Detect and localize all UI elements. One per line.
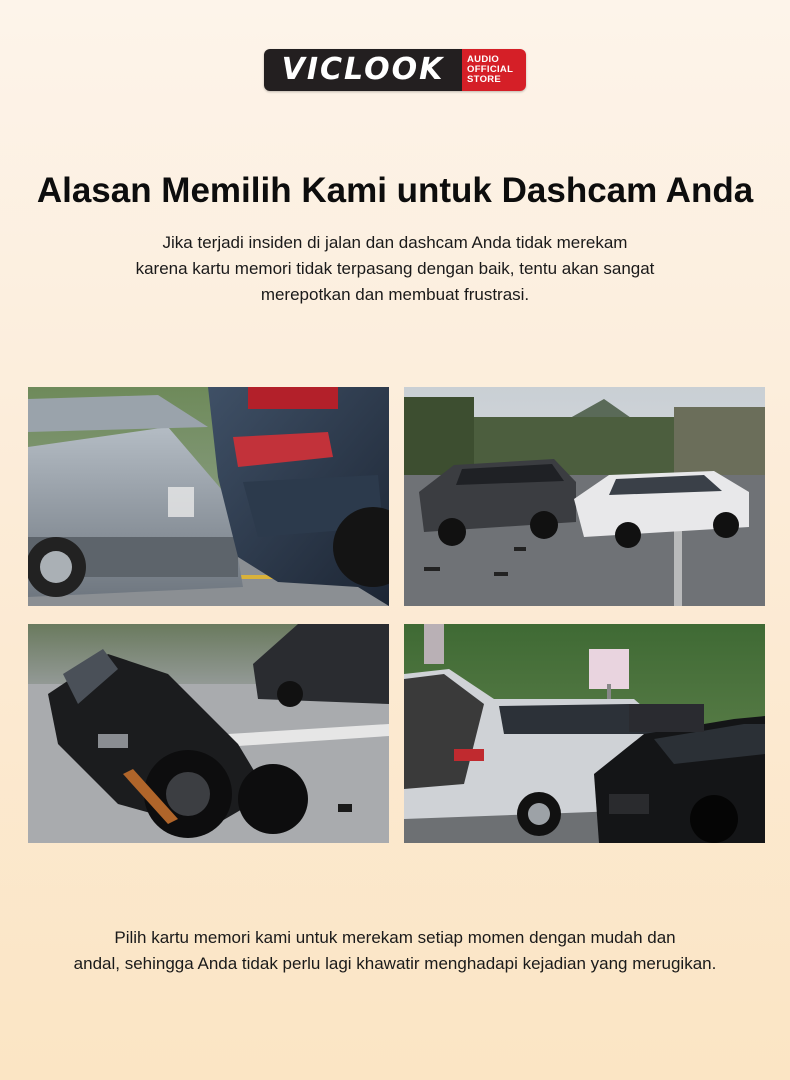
photo-rear-end-collision — [28, 387, 389, 606]
outro-line: andal, sehingga Anda tidak perlu lagi khawatir menghadapi kejadian yang merugikan. — [73, 954, 717, 973]
intro-line: merepotkan dan membuat frustrasi. — [260, 285, 530, 304]
photo-motorcycle-crash — [28, 624, 389, 843]
logo-wordmark: VICLOOK — [264, 49, 462, 91]
closing-paragraph — [20, 925, 770, 977]
intro-line: Jika terjadi insiden di jalan dan dashcam Anda tidak merekam — [162, 233, 628, 252]
page-title: Alasan Memilih Kami untuk Dashcam Anda — [36, 171, 754, 210]
photo-suv-sedan-crash — [404, 624, 765, 843]
brand-logo — [264, 49, 526, 91]
logo-tagline — [462, 49, 526, 91]
photo-two-car-crash — [404, 387, 765, 606]
intro-paragraph — [60, 230, 730, 308]
logo-tagline-line: AUDIO — [467, 54, 500, 65]
intro-line: karena kartu memori tidak terpasang dengan baik, tentu akan sangat — [135, 259, 655, 278]
logo-tagline-line: STORE — [467, 74, 502, 85]
logo-tagline-line: OFFICIAL — [467, 64, 514, 75]
outro-line: Pilih kartu memori kami untuk merekam setiap momen dengan mudah dan — [114, 928, 676, 947]
